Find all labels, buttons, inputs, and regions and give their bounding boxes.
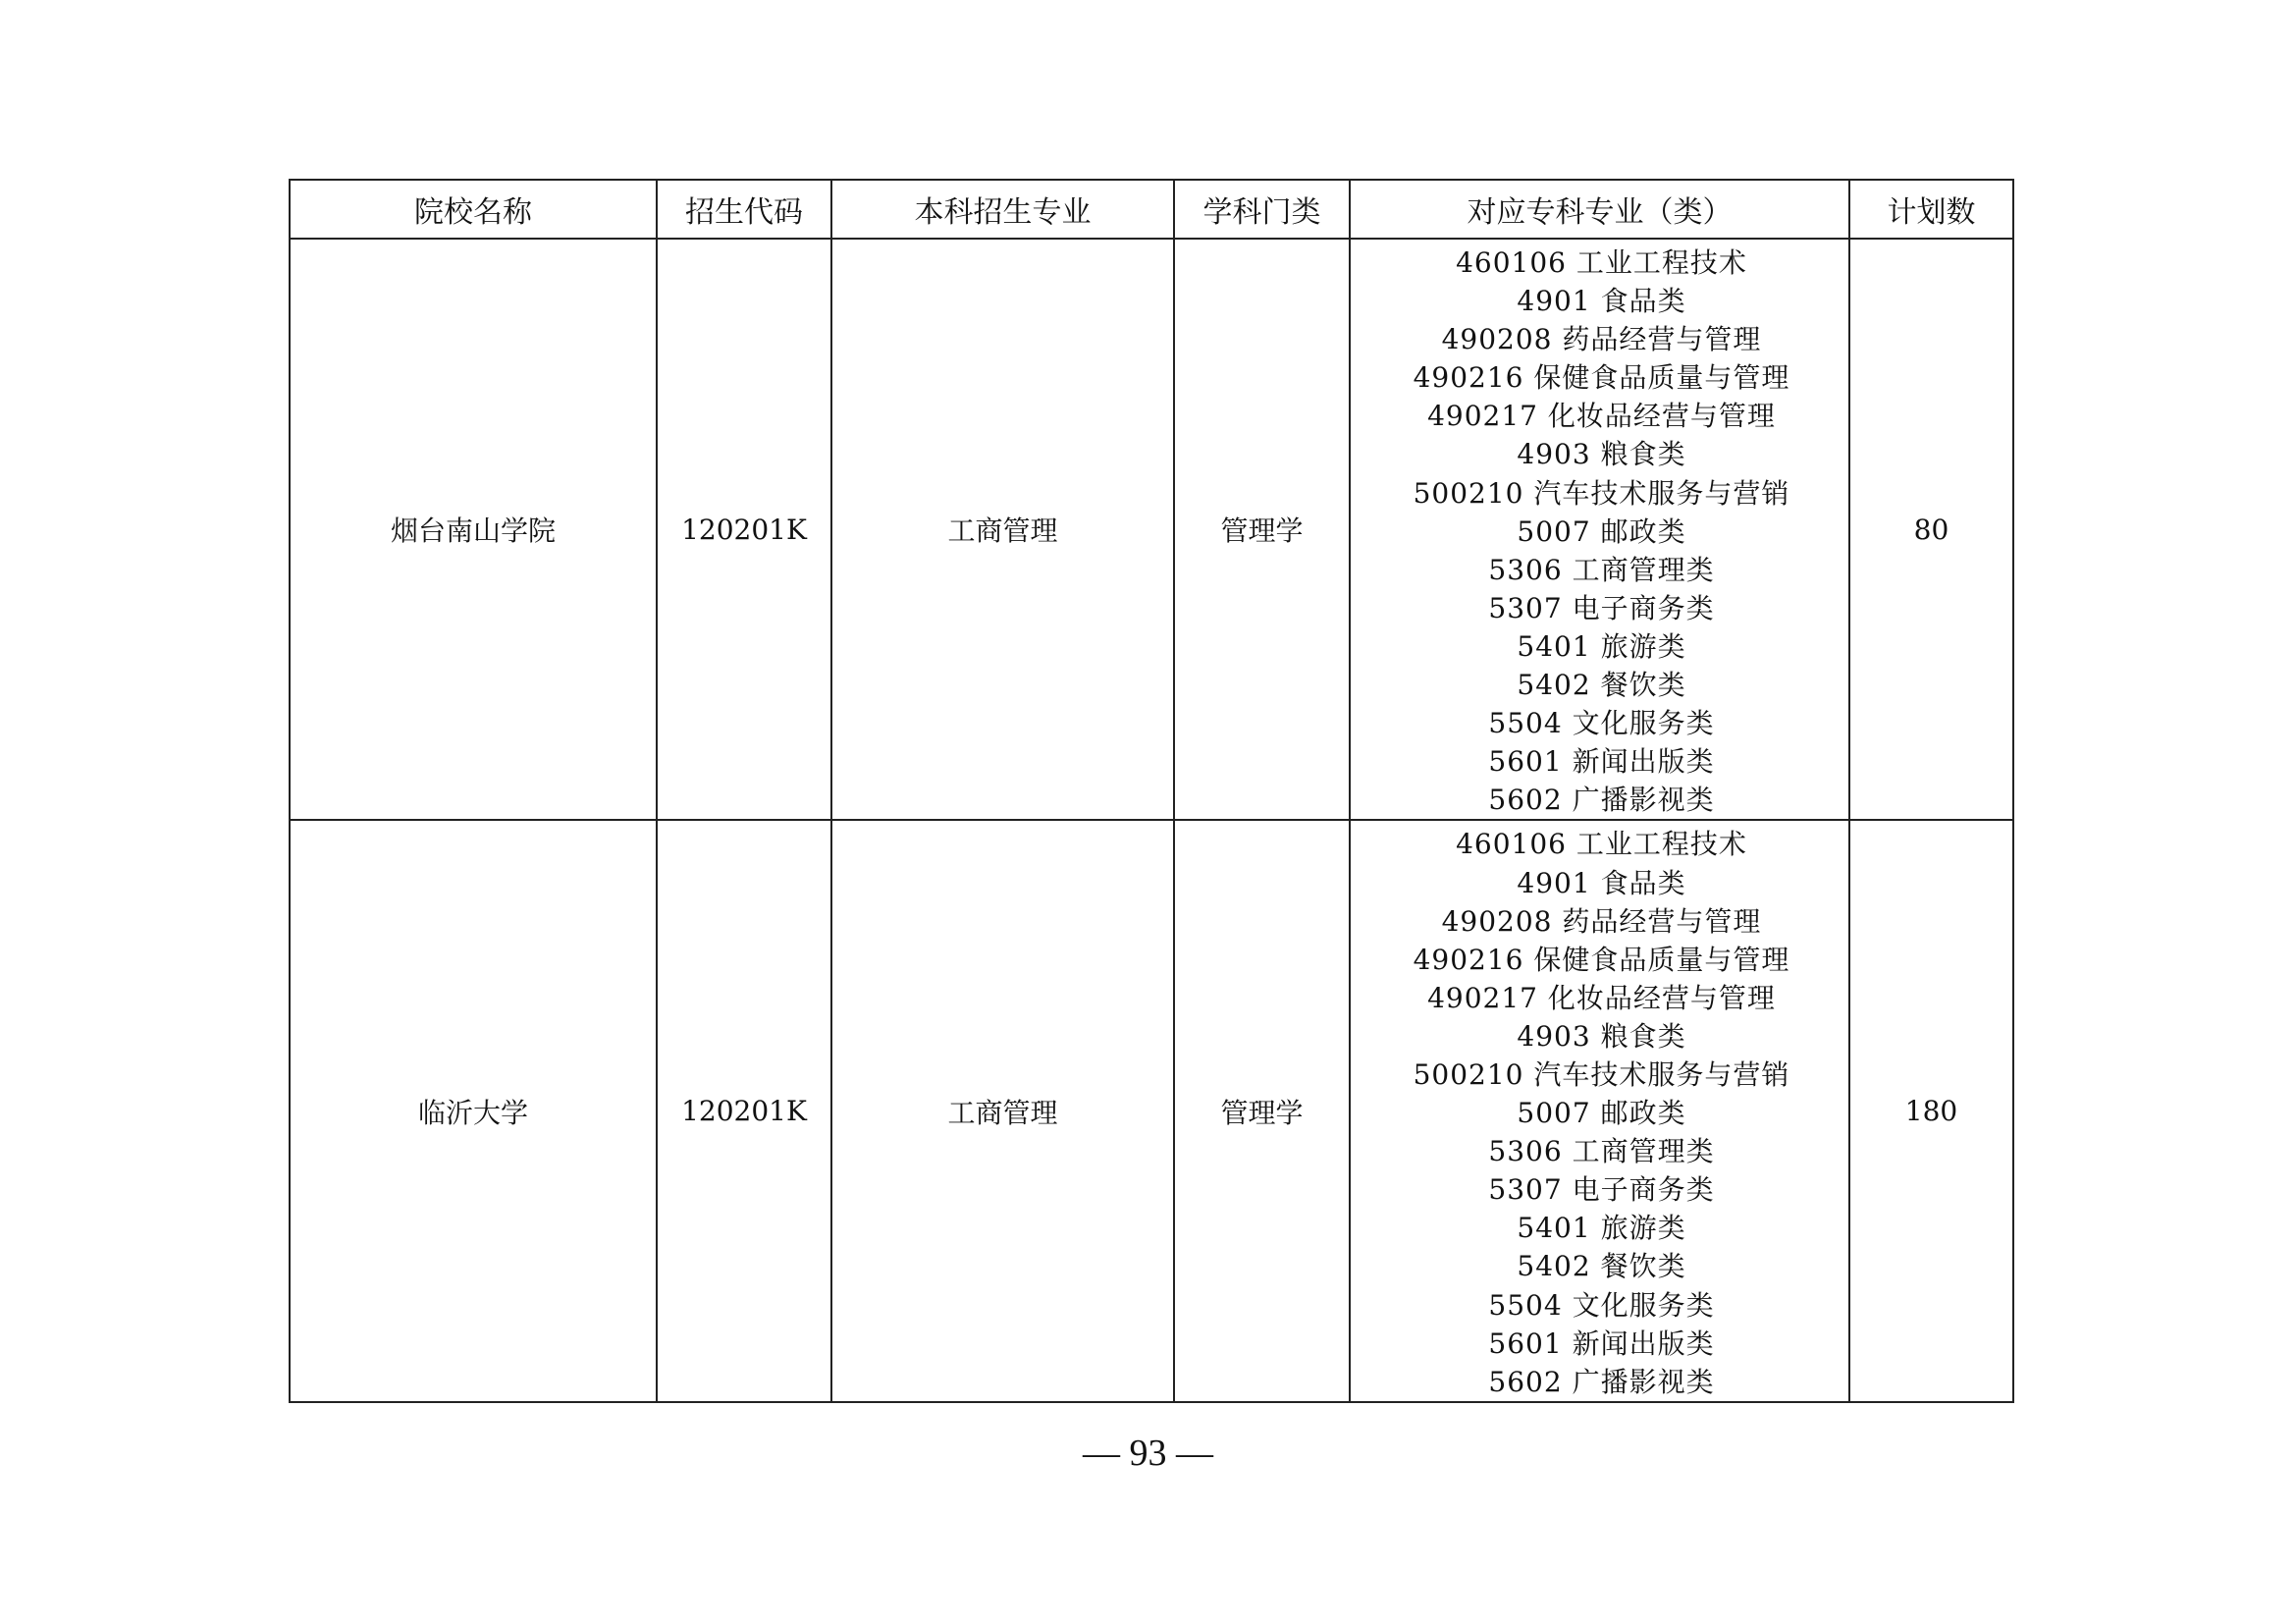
program-item: 5401 旅游类 <box>1517 1212 1686 1245</box>
table-header-row <box>290 180 2013 239</box>
program-item: 5504 文化服务类 <box>1488 1288 1715 1322</box>
program-item: 490216 保健食品质量与管理 <box>1413 361 1790 395</box>
page-number: — 93 — <box>1083 1433 1213 1474</box>
table-row <box>290 239 2013 820</box>
discipline-cell: 管理学 <box>1174 820 1350 1401</box>
quota-cell: 80 <box>1849 239 2013 820</box>
quota-cell: 180 <box>1849 820 2013 1401</box>
program-item: 5007 邮政类 <box>1517 514 1686 548</box>
program-item: 5307 电子商务类 <box>1488 1173 1715 1207</box>
major-cell: 工商管理 <box>831 820 1174 1401</box>
program-item: 4901 食品类 <box>1517 866 1686 899</box>
header-discipline-category: 学科门类 <box>1174 180 1350 239</box>
header-school-name: 院校名称 <box>290 180 657 239</box>
program-item: 5306 工商管理类 <box>1488 553 1715 586</box>
program-item: 490217 化妆品经营与管理 <box>1427 400 1776 433</box>
programs-cell <box>1350 239 1849 820</box>
program-item: 460106 工业工程技术 <box>1456 246 1747 279</box>
discipline-cell: 管理学 <box>1174 239 1350 820</box>
program-item: 500210 汽车技术服务与营销 <box>1413 476 1790 510</box>
program-item: 490216 保健食品质量与管理 <box>1413 943 1790 976</box>
programs-cell <box>1350 820 1849 1401</box>
program-item: 4903 粮食类 <box>1517 1019 1686 1053</box>
program-item: 5601 新闻出版类 <box>1488 1326 1715 1360</box>
program-item: 500210 汽车技术服务与营销 <box>1413 1057 1790 1091</box>
enrollment-code-cell: 120201K <box>657 820 831 1401</box>
program-item: 5601 新闻出版类 <box>1488 745 1715 779</box>
program-item: 5402 餐饮类 <box>1517 669 1686 702</box>
program-item: 460106 工业工程技术 <box>1456 828 1747 861</box>
program-item: 5307 电子商务类 <box>1488 591 1715 624</box>
program-item: 490208 药品经营与管理 <box>1441 904 1762 938</box>
program-item: 5401 旅游类 <box>1517 629 1686 663</box>
header-enrollment-code: 招生代码 <box>657 180 831 239</box>
admission-plan-table <box>289 179 2014 1403</box>
program-item: 5306 工商管理类 <box>1488 1135 1715 1168</box>
program-list <box>1351 240 1848 819</box>
enrollment-code-cell: 120201K <box>657 239 831 820</box>
program-item: 4903 粮食类 <box>1517 438 1686 471</box>
program-item: 490217 化妆品经营与管理 <box>1427 981 1776 1014</box>
major-cell: 工商管理 <box>831 239 1174 820</box>
program-item: 5504 文化服务类 <box>1488 707 1715 740</box>
program-item: 5402 餐饮类 <box>1517 1250 1686 1283</box>
program-list <box>1351 821 1848 1400</box>
header-corresponding-programs: 对应专科专业（类） <box>1350 180 1849 239</box>
header-undergraduate-major: 本科招生专业 <box>831 180 1174 239</box>
school-name-cell: 烟台南山学院 <box>290 239 657 820</box>
table-row <box>290 820 2013 1401</box>
program-item: 5007 邮政类 <box>1517 1097 1686 1130</box>
school-name-cell: 临沂大学 <box>290 820 657 1401</box>
header-plan-quota: 计划数 <box>1849 180 2013 239</box>
program-item: 5602 广播影视类 <box>1488 784 1715 817</box>
program-item: 4901 食品类 <box>1517 285 1686 318</box>
program-item: 5602 广播影视类 <box>1488 1365 1715 1398</box>
program-item: 490208 药品经营与管理 <box>1441 323 1762 356</box>
